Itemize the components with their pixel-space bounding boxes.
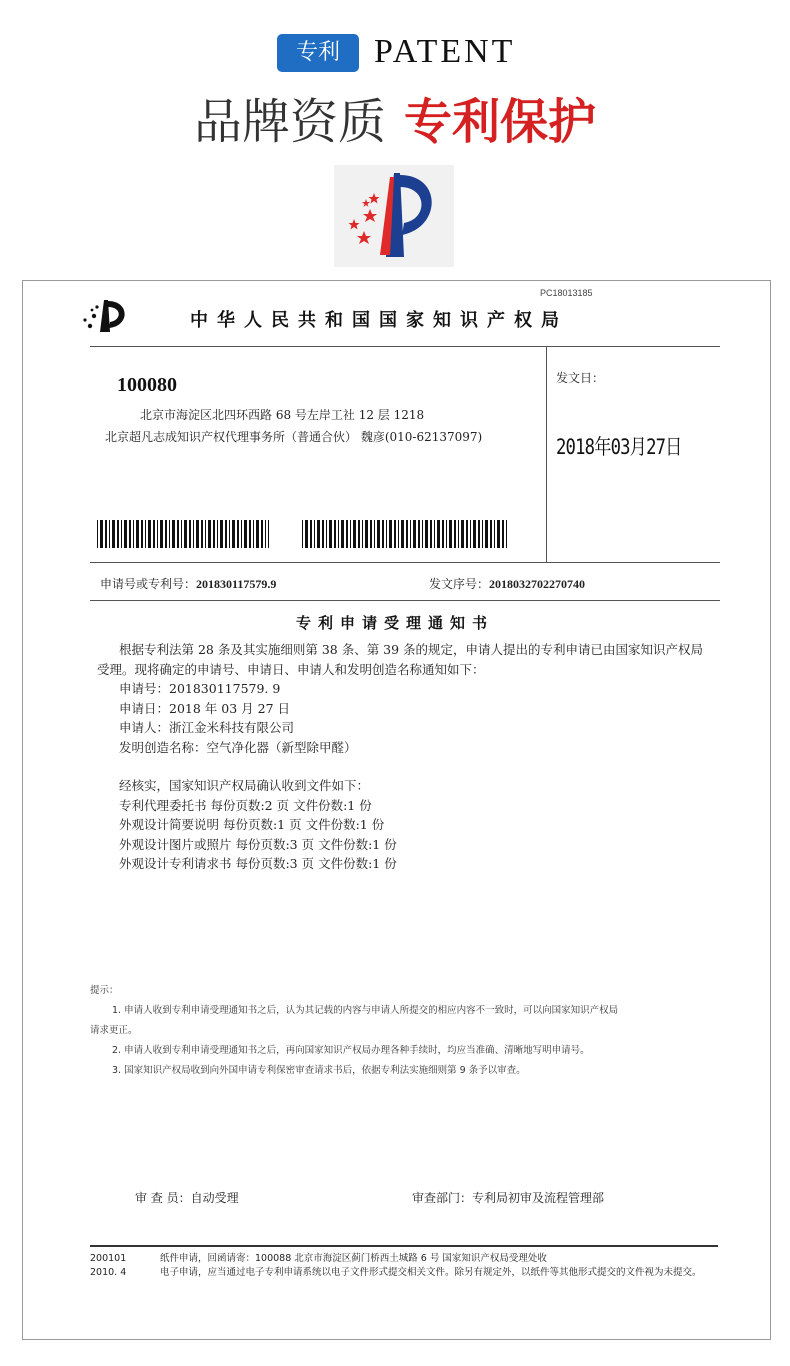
file-item: 外观设计简要说明 每份页数:1 页 文件份数:1 份	[119, 817, 385, 832]
application-number: 201830117579.9	[196, 577, 277, 591]
note-1-line-2: 请求更正。	[90, 1025, 138, 1036]
application-number-label: 申请号或专利号：	[100, 577, 197, 591]
mid-divider	[90, 562, 720, 563]
note-2: 2. 申请人收到专利申请受理通知书之后，再向国家知识产权局办理各种手续时，均应当准确、清晰地写明申请号。	[112, 1045, 590, 1056]
application-number-row	[100, 575, 276, 592]
app-date-line: 申请日：2018 年 03 月 27 日	[119, 700, 290, 716]
applicant-line: 申请人：浙江金米科技有限公司	[119, 720, 295, 735]
cnipa-logo-icon	[334, 165, 454, 267]
document-title: 专利申请受理通知书	[295, 614, 494, 632]
file-item: 外观设计专利请求书 每份页数:3 页 文件份数:1 份	[119, 856, 397, 871]
footer-divider	[90, 1245, 718, 1247]
send-date-label: 发文日：	[556, 371, 605, 385]
footer-code-2: 2010. 4	[90, 1267, 127, 1278]
send-serial: 2018032702270740	[489, 577, 586, 591]
footer-line-2: 电子申请，应当通过电子专利申请系统以电子文件形式提交相关文件。除另有规定外，以纸件等其他形式提交的文件视为未提交。	[160, 1267, 702, 1278]
app-number-line: 申请号：201830117579. 9	[119, 681, 281, 696]
header-vertical-divider	[546, 346, 547, 562]
barcode-1	[97, 520, 269, 548]
footer-code-1: 200101	[90, 1253, 127, 1264]
cnipa-small-logo-icon	[80, 296, 136, 336]
barcode-2	[302, 520, 508, 548]
pc-number: PC18013185	[540, 288, 593, 298]
address-line-2: 北京超凡志成知识产权代理事务所（普通合伙） 魏彦(010-62137097)	[105, 430, 483, 444]
headline	[0, 92, 790, 152]
headline-red: 专利保护	[404, 94, 597, 150]
notes	[90, 981, 722, 1081]
verify-line: 经核实，国家知识产权局确认收到文件如下：	[119, 778, 370, 793]
file-item: 专利代理委托书 每份页数:2 页 文件份数:1 份	[119, 797, 372, 813]
top-divider	[90, 346, 720, 347]
intro-line-1: 根据专利法第 28 条及其实施细则第 38 条、第 39 条的规定，申请人提出的专利申请已由国家知识产权局	[119, 642, 704, 657]
send-date: 2018年03月27日	[556, 435, 682, 459]
office-name: 中华人民共和国国家知识产权局	[190, 310, 568, 331]
invention-line: 发明创造名称：空气净化器（新型除甲醛）	[119, 739, 357, 755]
note-3: 3. 国家知识产权局收到向外国申请专利保密审查请求书后，依据专利法实施细则第 9 条予以审查。	[112, 1065, 526, 1076]
notice-body	[97, 640, 719, 874]
file-item: 外观设计图片或照片 每份页数:3 页 文件份数:1 份	[119, 836, 397, 852]
examiner: 审 查 员：自动受理	[135, 1191, 239, 1205]
headline-plain: 品牌资质	[193, 94, 386, 150]
note-1-line-1: 1. 申请人收到专利申请受理通知书之后，认为其记载的内容与申请人所提交的相应内容不一致时，可以向国家知识产权局	[112, 1005, 619, 1016]
send-serial-row	[429, 575, 585, 592]
patent-word: PATENT	[374, 33, 516, 70]
patent-badge: 专利	[277, 34, 359, 72]
intro-line-2: 受理。现将确定的申请号、申请日、申请人和发明创造名称通知如下：	[97, 661, 485, 677]
address-line-1: 北京市海淀区北四环西路 68 号左岸工社 12 层 1218	[140, 408, 425, 422]
postal-code: 100080	[117, 374, 177, 396]
footer-line-1: 纸件申请，回函请寄：100088 北京市海淀区蓟门桥西土城路 6 号 国家知识产权局受理处收	[160, 1253, 547, 1264]
notes-title: 提示：	[90, 985, 119, 996]
title-divider	[90, 600, 720, 601]
review-department: 审查部门：专利局初审及流程管理部	[412, 1191, 605, 1205]
send-serial-label: 发文序号：	[429, 577, 490, 591]
